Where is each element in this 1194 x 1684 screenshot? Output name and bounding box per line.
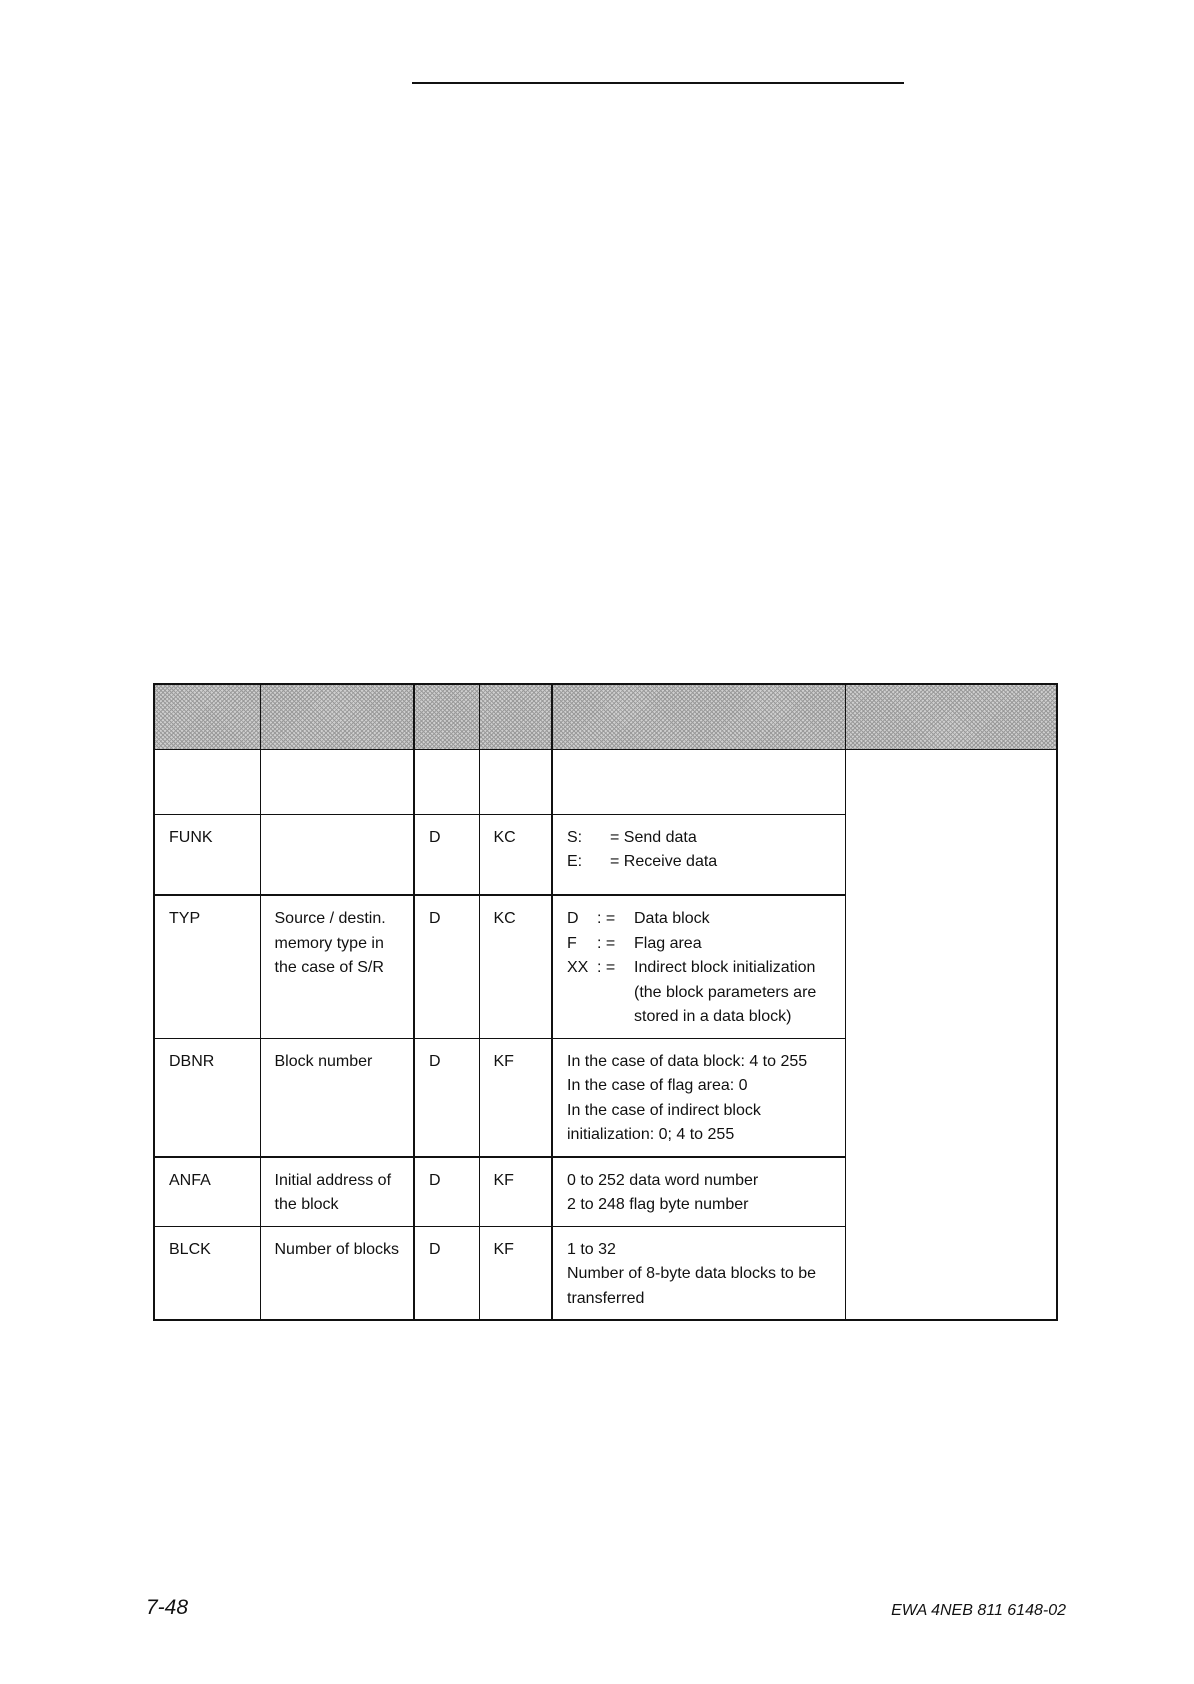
value-line: D : = Data block (567, 910, 710, 927)
value-line: XX : = Indirect block initialization (567, 959, 816, 976)
header-cell-hatched (260, 684, 414, 749)
cell-empty (260, 749, 414, 814)
param-description: Initial address of the block (260, 1157, 414, 1227)
param-description: Source / destin. memory type in the case of S/R (260, 895, 414, 1038)
param-values (552, 895, 845, 1038)
top-rule (412, 82, 904, 84)
param-name: DBNR (154, 1038, 260, 1157)
param-values: In the case of data block: 4 to 255 In the case of flag area: 0 In the case of indirect block initialization: 0; 4 to 255 (552, 1038, 845, 1157)
cell-empty (154, 749, 260, 814)
value-line: S: = Send data (567, 828, 697, 846)
header-cell-hatched (552, 684, 845, 749)
param-kind: D (414, 1226, 479, 1320)
param-type: KC (479, 814, 552, 895)
cell-empty (414, 749, 479, 814)
param-type: KF (479, 1226, 552, 1320)
table-row-blank (154, 749, 1057, 814)
param-name: TYP (154, 895, 260, 1038)
page-number: 7-48 (146, 1596, 189, 1619)
param-name: FUNK (154, 814, 260, 895)
param-values: 1 to 32 Number of 8-byte data blocks to be transferred (552, 1226, 845, 1320)
cell-empty (552, 749, 845, 814)
header-cell-hatched (414, 684, 479, 749)
value-line: stored in a data block) (634, 1008, 792, 1025)
header-cell-hatched (154, 684, 260, 749)
param-values: 0 to 252 data word number 2 to 248 flag byte number (552, 1157, 845, 1227)
param-type: KC (479, 895, 552, 1038)
param-name: ANFA (154, 1157, 260, 1227)
header-cell-hatched (479, 684, 552, 749)
param-name: BLCK (154, 1226, 260, 1320)
cell-empty (479, 749, 552, 814)
param-type: KF (479, 1038, 552, 1157)
table-header-row (154, 684, 1057, 749)
param-description: Number of blocks (260, 1226, 414, 1320)
param-kind: D (414, 814, 479, 895)
value-line: F : = Flag area (567, 934, 702, 952)
param-values (552, 814, 845, 895)
param-kind: D (414, 1157, 479, 1227)
param-kind: D (414, 1038, 479, 1157)
document-code: EWA 4NEB 811 6148-02 (891, 1602, 1066, 1619)
value-line: (the block parameters are (634, 983, 817, 1001)
param-kind: D (414, 895, 479, 1038)
header-cell-hatched (845, 684, 1057, 749)
param-description (260, 814, 414, 895)
param-type: KF (479, 1157, 552, 1227)
parameter-table (153, 683, 1058, 1321)
param-description: Block number (260, 1038, 414, 1157)
value-line: E: = Receive data (567, 853, 718, 870)
remarks-column (845, 749, 1057, 1320)
